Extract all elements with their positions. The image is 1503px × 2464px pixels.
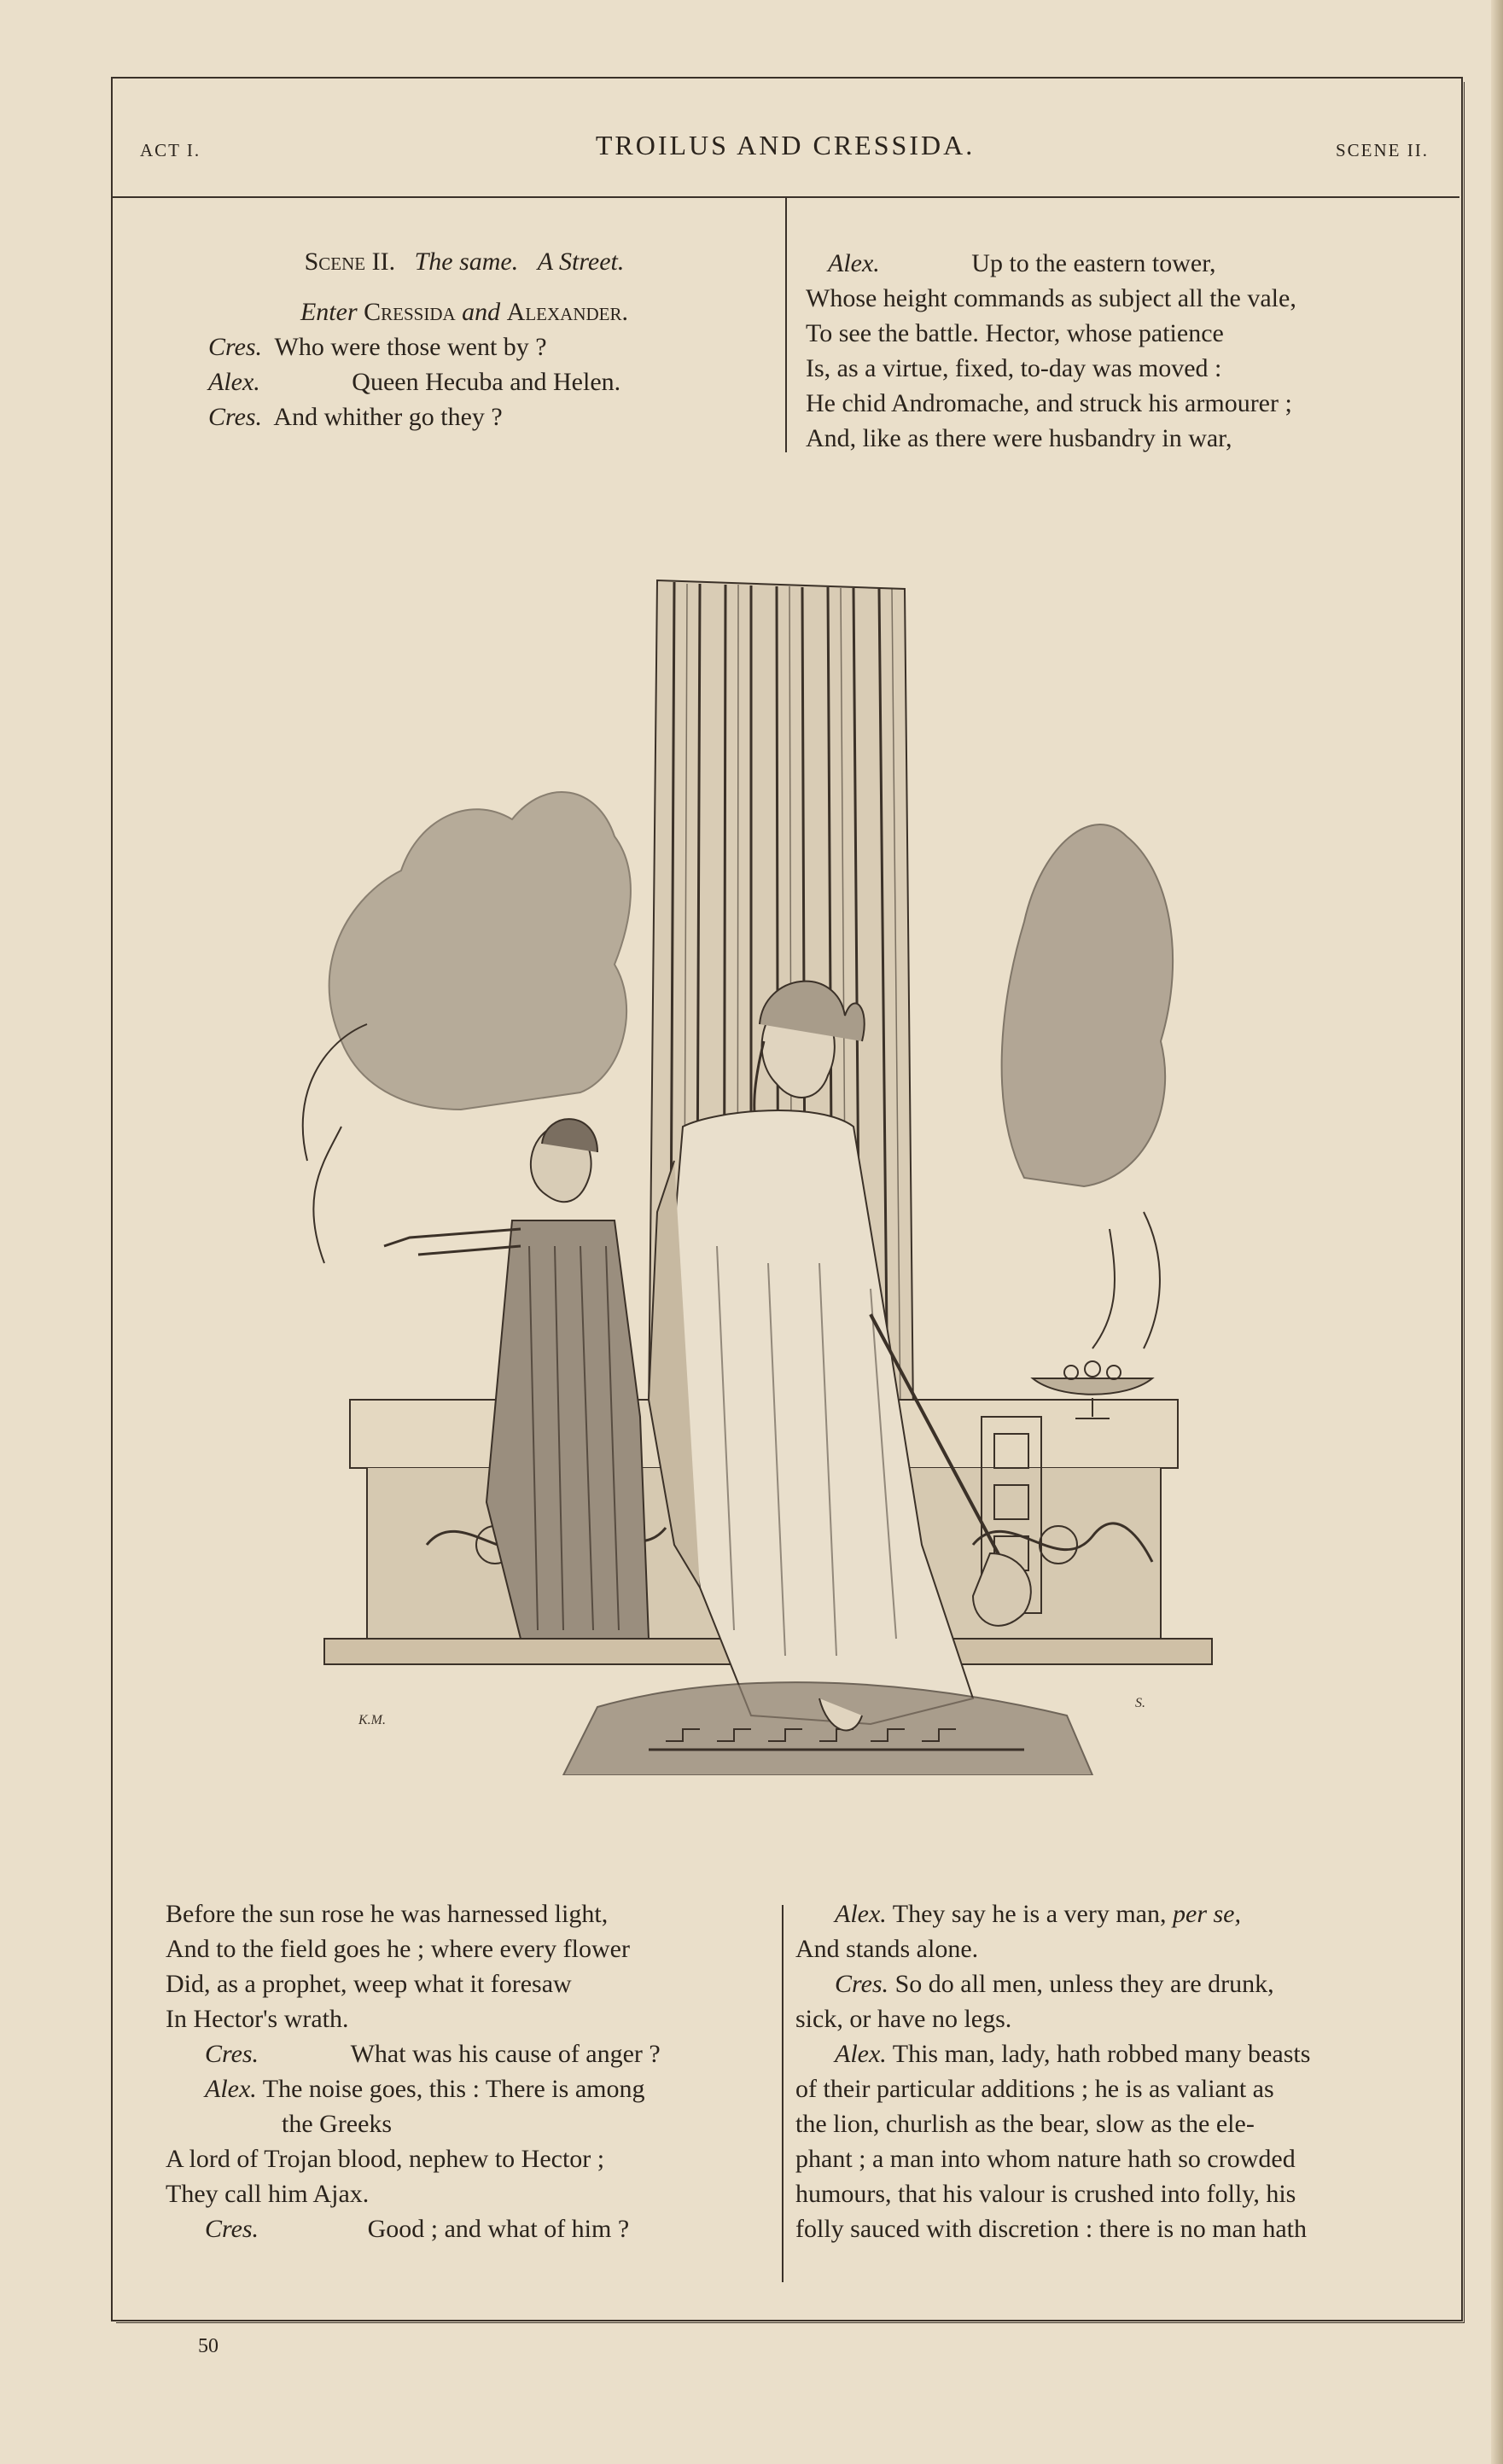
verse-line: A lord of Trojan blood, nephew to Hector ;: [166, 2145, 605, 2173]
dialogue-line: Cres. Who were those went by ?: [208, 333, 547, 361]
verse-line: To see the battle. Hector, whose patience: [806, 319, 1224, 347]
top-column-divider: [785, 198, 787, 452]
verse-continuation: And stands alone.: [795, 1935, 979, 1963]
prose-line: phant ; a man into whom nature hath so crowded: [795, 2145, 1296, 2173]
engraver-signature-left: K.M.: [358, 1713, 386, 1727]
dialogue-line: Alex. They say he is a very man, per se,: [835, 1900, 1241, 1928]
prose-line: humours, that his valour is crushed into folly, his: [795, 2180, 1296, 2208]
prose-line: folly sauced with discretion : there is no man hath: [795, 2215, 1308, 2243]
dialogue-line: Cres. Good ; and what of him ?: [205, 2215, 630, 2243]
shrub-right: [1002, 824, 1173, 1349]
stage-direction: Enter Cressida and Alexander.: [300, 298, 628, 326]
bottom-column-divider: [782, 1905, 784, 2282]
page-number: 50: [198, 2335, 218, 2357]
verse-line: And to the field goes he ; where every flower: [166, 1935, 630, 1963]
dialogue-line: Alex. This man, lady, hath robbed many beasts: [835, 2040, 1311, 2068]
dialogue-line: Alex. The noise goes, this : There is among: [205, 2075, 645, 2103]
verse-line: He chid Andromache, and struck his armourer ;: [806, 389, 1292, 417]
prose-continuation: sick, or have no legs.: [795, 2005, 1012, 2033]
verse-line: Before the sun rose he was harnessed light,: [166, 1900, 609, 1928]
dialogue-line: Alex. Queen Hecuba and Helen.: [208, 368, 621, 396]
verse-continuation: the Greeks: [282, 2110, 393, 2138]
engraver-signature-right: S.: [1135, 1696, 1145, 1710]
top-left-column: [208, 244, 720, 434]
top-right-column: [806, 246, 1420, 456]
verse-line: Whose height commands as subject all the vale,: [806, 284, 1296, 312]
verse-line: In Hector's wrath.: [166, 2005, 349, 2033]
verse-line: And, like as there were husbandry in war,: [806, 424, 1232, 452]
scene-label: SCENE II.: [1336, 140, 1429, 160]
engraving-illustration: [273, 563, 1263, 1775]
scene-heading: Scene II. The same. A Street.: [304, 248, 625, 276]
verse-line: Is, as a virtue, fixed, to-day was moved :: [806, 354, 1222, 382]
running-header: [111, 102, 1459, 198]
verse-line: They call him Ajax.: [166, 2180, 370, 2208]
dialogue-line: Cres. What was his cause of anger ?: [205, 2040, 661, 2068]
dialogue-line: Alex. Up to the eastern tower,: [828, 249, 1216, 277]
prose-line: the lion, churlish as the bear, slow as the ele-: [795, 2110, 1255, 2138]
dialogue-line: Cres. And whither go they ?: [208, 403, 503, 431]
book-spine-shadow: [1491, 0, 1503, 2464]
prose-line: of their particular additions ; he is as valiant as: [795, 2075, 1274, 2103]
play-title: TROILUS AND CRESSIDA.: [595, 130, 976, 160]
bottom-left-column: [166, 1896, 772, 2246]
act-label: ACT I.: [140, 140, 201, 160]
bottom-right-column: [795, 1896, 1393, 2246]
verse-line: Did, as a prophet, weep what it foresaw: [166, 1970, 572, 1998]
dialogue-line: Cres. So do all men, unless they are drunk,: [835, 1970, 1274, 1998]
